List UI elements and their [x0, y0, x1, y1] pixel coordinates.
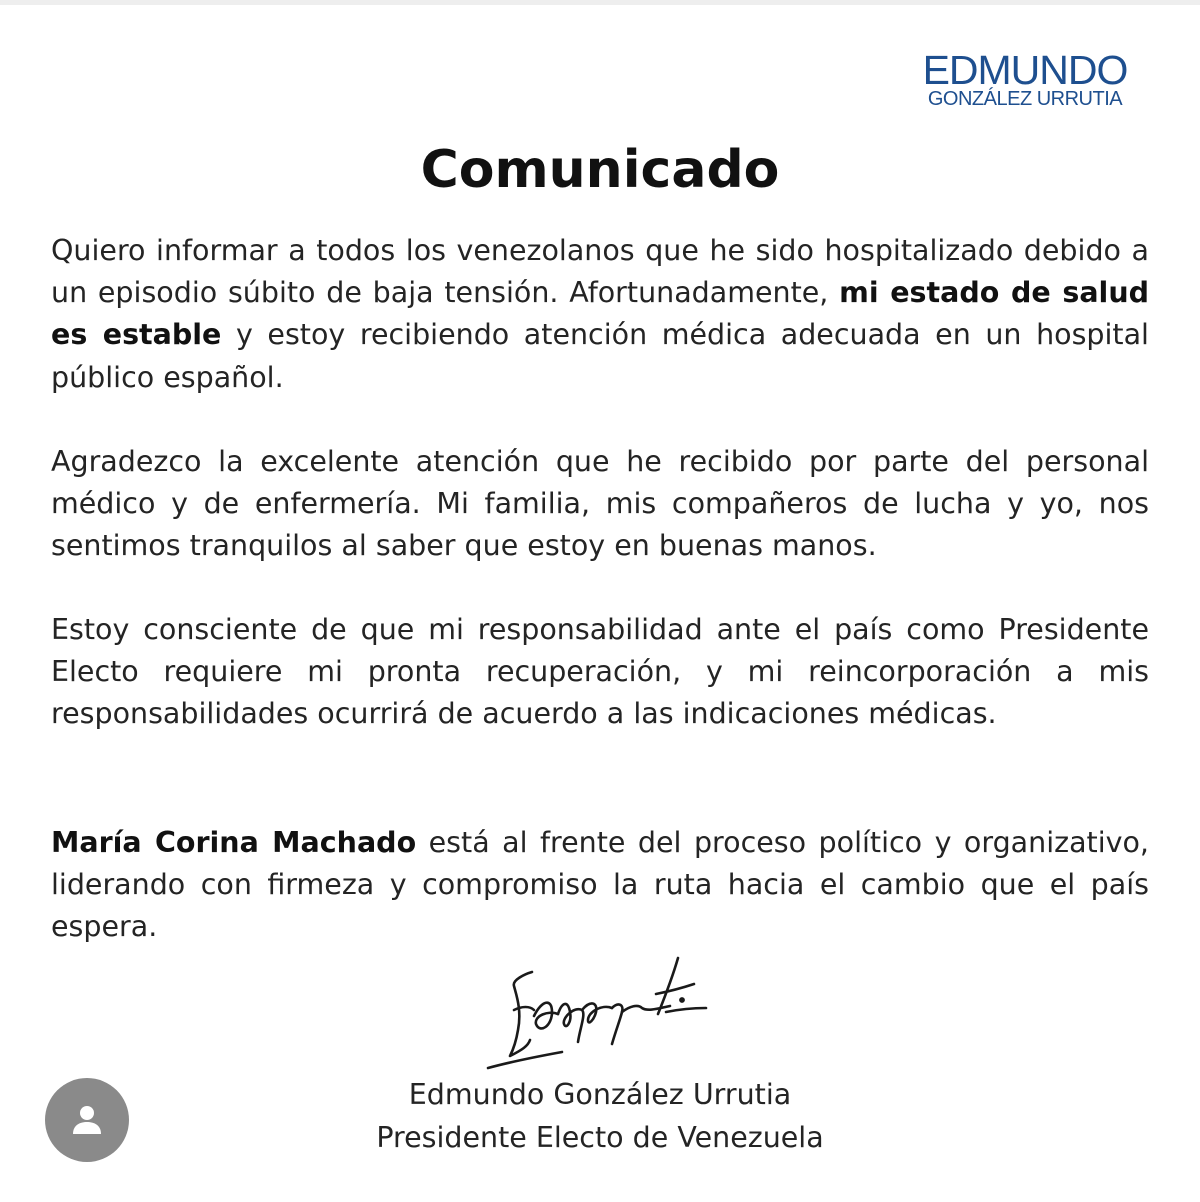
logo [905, 47, 1145, 110]
paragraph-4 [51, 822, 1149, 949]
signatory-name: Edmundo González Urrutia [408, 1078, 792, 1111]
signatory-role: Presidente Electo de Venezuela [376, 1121, 824, 1154]
paragraph-1 [51, 230, 1149, 399]
user-avatar-button[interactable] [45, 1078, 129, 1162]
paragraph-4-bold: María Corina Machado [51, 826, 417, 859]
paragraph-1-bold: mi estado de salud es estable [51, 276, 1150, 352]
user-avatar-icon [67, 1100, 107, 1140]
document-title: Comunicado [420, 140, 780, 200]
paragraph-3: Estoy consciente de que mi responsabilidad ante el país como Presidente Electo requiere mi pronta recuperación, y mi reincorporación a mis responsabilidades ocurrirá de acuerdo a las indicaciones médicas. [51, 613, 1149, 731]
paragraph-1-text-b: y estoy recibiendo atención médica adecuada en un hospital público español. [51, 318, 1149, 394]
paragraph-4-text: está al frente del proceso político y organizativo, liderando con firmeza y compromiso la ruta hacia el cambio que el país espera. [51, 826, 1149, 944]
paragraph-1-text-a: Quiero informar a todos los venezolanos que he sido hospitalizado debido a un episodio súbito de baja tensión. Afortunadamente, [51, 234, 1149, 310]
handwritten-signature [470, 950, 720, 1080]
logo-line2: GONZÁLEZ URRUTIA [927, 88, 1123, 110]
paragraph-2: Agradezco la excelente atención que he recibido por parte del personal médico y de enfermería. Mi familia, mis compañeros de lucha y yo, nos sentimos tranquilos al saber que estoy en buenas manos. [51, 445, 1149, 563]
top-border [0, 0, 1200, 5]
logo-line1: EDMUNDO [922, 47, 1128, 93]
